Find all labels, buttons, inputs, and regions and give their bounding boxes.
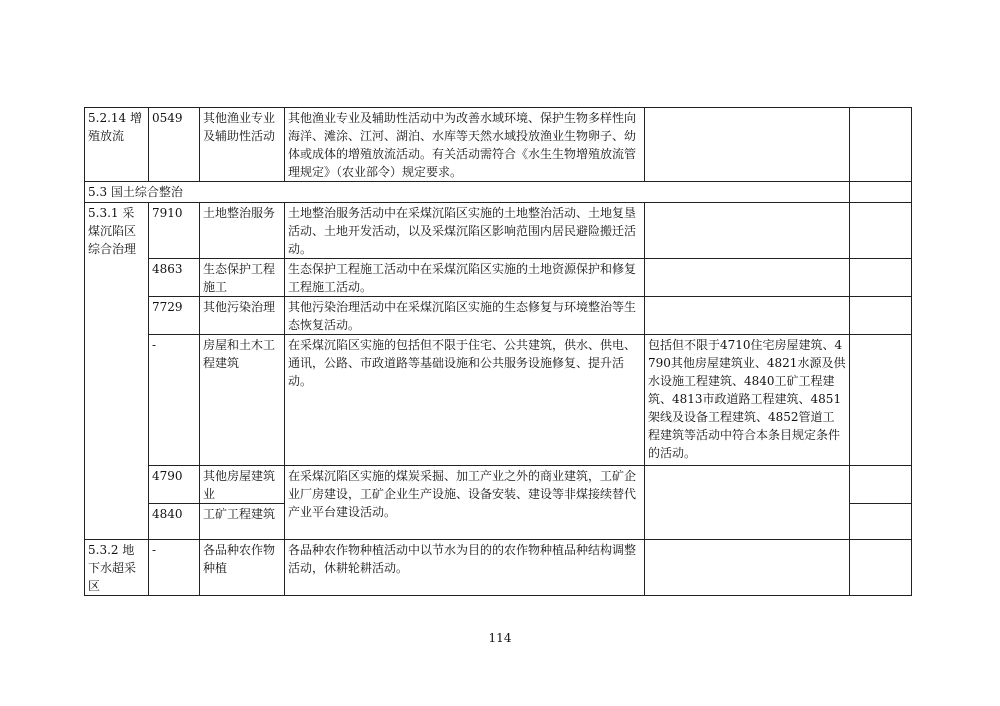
blank-cell: [850, 108, 912, 182]
name-cell: 各品种农作物种植: [200, 540, 285, 596]
table-row: [85, 259, 912, 297]
note-cell: [645, 466, 850, 540]
section-cell: 5.3.2 地下水超采区: [85, 540, 149, 596]
description-cell: 生态保护工程施工活动中在采煤沉陷区实施的土地资源保护和修复工程施工活动。: [285, 259, 645, 297]
description-cell: 各品种农作物种植活动中以节水为目的的农作物种植品种结构调整活动，休耕轮耕活动。: [285, 540, 645, 596]
blank-cell: [850, 466, 912, 504]
blank-cell: [850, 540, 912, 596]
table-row: [85, 540, 912, 596]
page-number: 114: [488, 631, 512, 645]
description-cell: 其他污染治理活动中在采煤沉陷区实施的生态修复与环境整治等生态恢复活动。: [285, 297, 645, 335]
table-row: [85, 108, 912, 182]
name-cell: 工矿工程建筑: [200, 504, 285, 540]
code-cell: 4790: [149, 466, 200, 504]
code-cell: 7910: [149, 203, 200, 259]
description-cell: 其他渔业专业及辅助性活动中为改善水域环境、保护生物多样性向海洋、滩涂、江河、湖泊、水库等天然水域投放渔业生物卵子、幼体或成体的增殖放流活动。有关活动需符合《水生生物增殖放流管理规定》（农业部令）规定要求。: [285, 108, 645, 182]
note-cell: [645, 108, 850, 182]
section-cell: 5.3.1 采煤沉陷区综合治理: [85, 203, 149, 540]
table-row: [85, 182, 912, 203]
section-cell: 5.2.14 增殖放流: [85, 108, 149, 182]
table-row: [85, 466, 912, 504]
classification-table: [84, 107, 912, 596]
code-cell: 4863: [149, 259, 200, 297]
table-row: [85, 297, 912, 335]
note-cell: [645, 259, 850, 297]
code-cell: 7729: [149, 297, 200, 335]
blank-cell: [850, 297, 912, 335]
table-row: [85, 335, 912, 466]
blank-cell: [850, 504, 912, 540]
description-cell: 在采煤沉陷区实施的包括但不限于住宅、公共建筑，供水、供电、通讯，公路、市政道路等基础设施和公共服务设施修复、提升活动。: [285, 335, 645, 466]
code-cell: -: [149, 335, 200, 466]
description-cell: 在采煤沉陷区实施的煤炭采掘、加工产业之外的商业建筑，工矿企业厂房建设，工矿企业生产设施、设备安装、建设等非煤接续替代产业平台建设活动。: [285, 466, 645, 540]
note-cell: [645, 540, 850, 596]
blank-cell: [850, 335, 912, 466]
table-row: [85, 203, 912, 259]
blank-cell: [850, 259, 912, 297]
note-cell: [645, 297, 850, 335]
section-heading: 5.3 国土综合整治: [85, 182, 850, 203]
name-cell: 其他房屋建筑业: [200, 466, 285, 504]
description-cell: 土地整治服务活动中在采煤沉陷区实施的土地整治活动、土地复垦活动、土地开发活动，以及采煤沉陷区影响范围内居民避险搬迁活动。: [285, 203, 645, 259]
code-cell: 4840: [149, 504, 200, 540]
name-cell: 其他渔业专业及辅助性活动: [200, 108, 285, 182]
note-cell: 包括但不限于4710住宅房屋建筑、4790其他房屋建筑业、4821水源及供水设施工程建筑、4840工矿工程建筑、4813市政道路工程建筑、4851架线及设备工程建筑、4852管道工程建筑等活动中符合本条目规定条件的活动。: [645, 335, 850, 466]
name-cell: 土地整治服务: [200, 203, 285, 259]
code-cell: -: [149, 540, 200, 596]
name-cell: 其他污染治理: [200, 297, 285, 335]
name-cell: 房屋和土木工程建筑: [200, 335, 285, 466]
note-cell: [645, 203, 850, 259]
code-cell: 0549: [149, 108, 200, 182]
blank-cell: [850, 182, 912, 203]
blank-cell: [850, 203, 912, 259]
name-cell: 生态保护工程施工: [200, 259, 285, 297]
